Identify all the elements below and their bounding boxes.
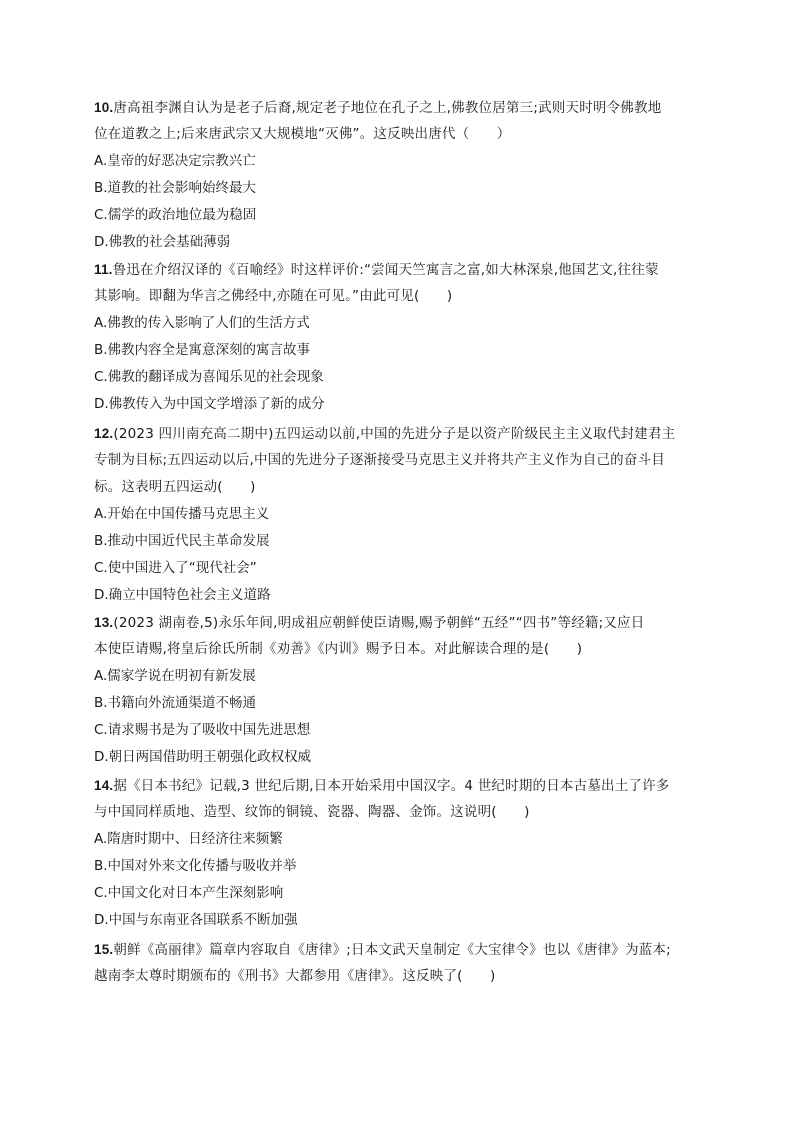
- option-c: C.中国文化对日本产生深刻影响: [94, 885, 284, 901]
- option-a: A.佛教的传入影响了人们的生活方式: [94, 315, 310, 331]
- option-a: A.儒家学说在明初有新发展: [94, 668, 256, 684]
- option-b: B.中国对外来文化传播与吸收并举: [94, 858, 297, 874]
- option-c: C.使中国进入了“现代社会”: [94, 560, 257, 576]
- option-d: D.朝日两国借助明王朝强化政权权威: [94, 749, 312, 765]
- question-13: [94, 609, 704, 771]
- question-14: [94, 772, 704, 934]
- option-b: B.书籍向外流通渠道不畅通: [94, 695, 257, 711]
- question-stem-line: 与中国同样质地、造型、纹饰的铜镜、瓷器、陶器、金饰。这说明( ): [94, 804, 530, 820]
- question-11: [94, 256, 704, 418]
- option-b: B.佛教内容全是寓意深刻的寓言故事: [94, 342, 311, 358]
- question-stem-line: 其影响。即翻为华言之佛经中,亦随在可见。”由此可见( ): [94, 288, 453, 304]
- question-stem-line: 本使臣请赐,将皇后徐氏所制《劝善》《内训》赐予日本。对此解读合理的是( ): [94, 641, 583, 657]
- question-stem-line: 位在道教之上;后来唐武宗又大规模地“灭佛”。这反映出唐代（ ）: [94, 126, 511, 142]
- option-c: C.儒学的政治地位最为稳固: [94, 207, 257, 223]
- option-d: D.中国与东南亚各国联系不断加强: [94, 912, 298, 928]
- option-a: A.隋唐时期中、日经济往来频繁: [94, 831, 283, 847]
- option-c: C.佛教的翻译成为喜闻乐见的社会现象: [94, 369, 324, 385]
- option-d: D.佛教传入为中国文学增添了新的成分: [94, 396, 325, 412]
- question-stem-line: 13.(2023 湖南卷,5)永乐年间,明成祖应朝鲜使臣请赐,赐予朝鲜“五经”“四书”等经籍;又应日: [94, 615, 645, 631]
- option-a: A.开始在中国传播马克思主义: [94, 506, 270, 522]
- question-number: 11.: [94, 262, 113, 277]
- question-number: 15.: [94, 942, 114, 957]
- question-number: 12.: [94, 426, 114, 441]
- question-stem-line: 专制为目标;五四运动以后,中国的先进分子逐渐接受马克思主义并将共产主义作为自己的奋斗目: [94, 452, 665, 468]
- question-stem-line: 15.朝鲜《高丽律》篇章内容取自《唐律》;日本文武天皇制定《大宝律令》也以《唐律》为蓝本;: [94, 942, 671, 958]
- question-stem-line: 10.唐高祖李渊自认为是老子后裔,规定老子地位在孔子之上,佛教位居第三;武则天时明令佛教地: [94, 100, 662, 116]
- option-a: A.皇帝的好恶决定宗教兴亡: [94, 153, 256, 169]
- question-number: 13.: [94, 615, 114, 630]
- question-10: [94, 94, 704, 256]
- option-d: D.佛教的社会基础薄弱: [94, 234, 231, 250]
- option-c: C.请求赐书是为了吸收中国先进思想: [94, 722, 311, 738]
- question-stem-line: 11.鲁迅在介绍汉译的《百喻经》时这样评价:“尝闻天竺寓言之富,如大林深泉,他国艺文,往往蒙: [94, 262, 659, 278]
- question-number: 10.: [94, 100, 114, 115]
- option-d: D.确立中国特色社会主义道路: [94, 587, 271, 603]
- option-b: B.道教的社会影响始终最大: [94, 180, 257, 196]
- question-stem-line: 标。这表明五四运动( ): [94, 479, 256, 495]
- question-12: [94, 420, 704, 609]
- question-stem-line: 12.(2023 四川南充高二期中)五四运动以前,中国的先进分子是以资产阶级民主主义取代封建君主: [94, 426, 676, 442]
- question-number: 14.: [94, 778, 114, 793]
- option-b: B.推动中国近代民主革命发展: [94, 533, 270, 549]
- question-stem-line: 越南李太尊时期颁布的《刑书》大都参用《唐律》。这反映了( ): [94, 968, 496, 984]
- question-15: [94, 936, 704, 990]
- question-stem-line: 14.据《日本书纪》记载,3 世纪后期,日本开始采用中国汉字。4 世纪时期的日本古墓出土了许多: [94, 778, 670, 794]
